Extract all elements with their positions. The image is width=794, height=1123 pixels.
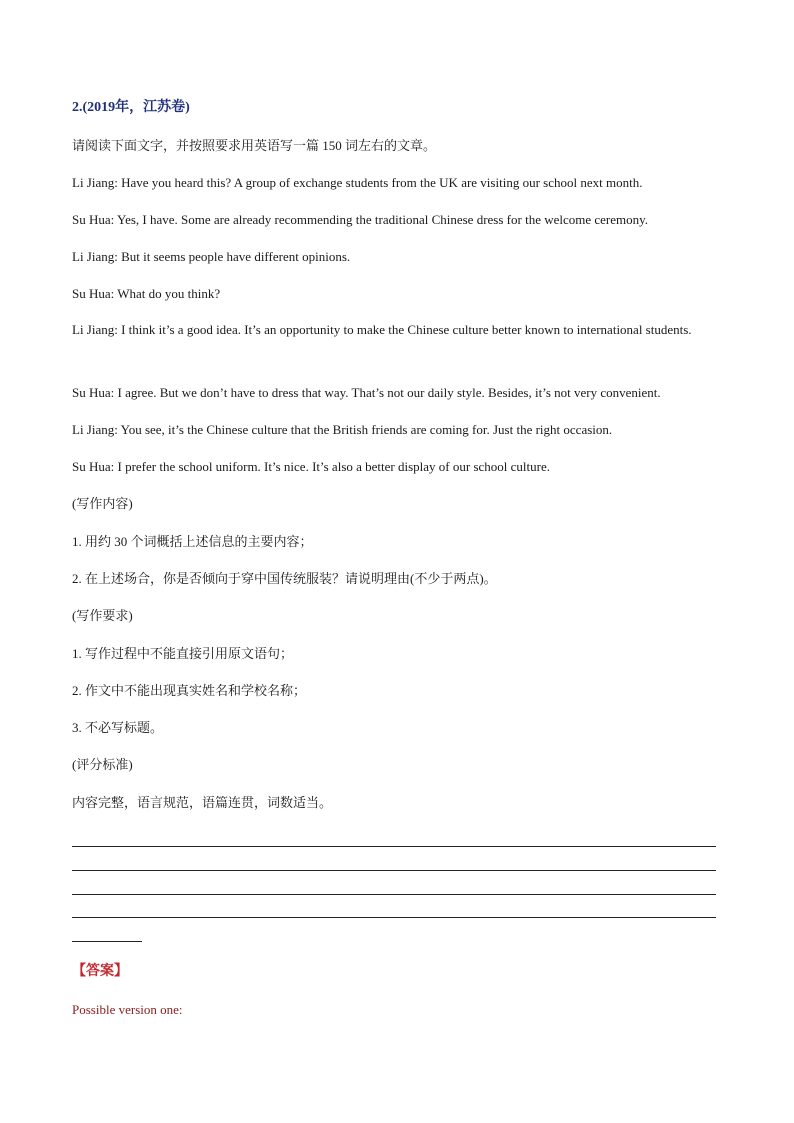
possible-version-label: Possible version one:	[72, 1002, 183, 1017]
answer-writing-line-short	[72, 941, 142, 942]
dialogue-line: Su Hua: What do you think?	[72, 286, 221, 301]
answer-writing-line	[72, 894, 716, 895]
content-section-title: (写作内容)	[72, 496, 133, 511]
scoring-section-title: (评分标准)	[72, 757, 133, 772]
answer-label: 【答案】	[72, 964, 128, 979]
answer-writing-line	[72, 917, 716, 918]
answer-writing-line	[72, 870, 716, 871]
content-item: 1. 用约 30 个词概括上述信息的主要内容；	[72, 534, 313, 549]
instruction-text: 请阅读下面文字，并按照要求用英语写一篇 150 词左右的文章。	[72, 138, 437, 153]
dialogue-line: Li Jiang: I think it’s a good idea. It’s an opportunity to make the Chinese culture better known to international students.	[72, 322, 692, 337]
requirements-section-title: (写作要求)	[72, 608, 133, 623]
scoring-text: 内容完整，语言规范，语篇连贯，词数适当。	[72, 795, 333, 810]
requirement-item: 3. 不必写标题。	[72, 720, 164, 735]
requirement-item: 1. 写作过程中不能直接引用原文语句；	[72, 646, 294, 661]
question-heading: 2.(2019年，江苏卷)	[72, 100, 190, 115]
dialogue-line: Li Jiang: Have you heard this? A group of exchange students from the UK are visiting our school next month.	[72, 175, 643, 190]
dialogue-line: Su Hua: I prefer the school uniform. It’s nice. It’s also a better display of our school culture.	[72, 459, 550, 474]
dialogue-line: Li Jiang: But it seems people have different opinions.	[72, 249, 351, 264]
answer-writing-line	[72, 846, 716, 847]
dialogue-line: Su Hua: I agree. But we don’t have to dress that way. That’s not our daily style. Besides, it’s not very convenient.	[72, 385, 661, 400]
requirement-item: 2. 作文中不能出现真实姓名和学校名称；	[72, 683, 307, 698]
dialogue-line: Su Hua: Yes, I have. Some are already recommending the traditional Chinese dress for the welcome ceremony.	[72, 212, 649, 227]
dialogue-line: Li Jiang: You see, it’s the Chinese culture that the British friends are coming for. Just the right occasion.	[72, 422, 613, 437]
content-item: 2. 在上述场合，你是否倾向于穿中国传统服装？请说明理由(不少于两点)。	[72, 571, 497, 586]
